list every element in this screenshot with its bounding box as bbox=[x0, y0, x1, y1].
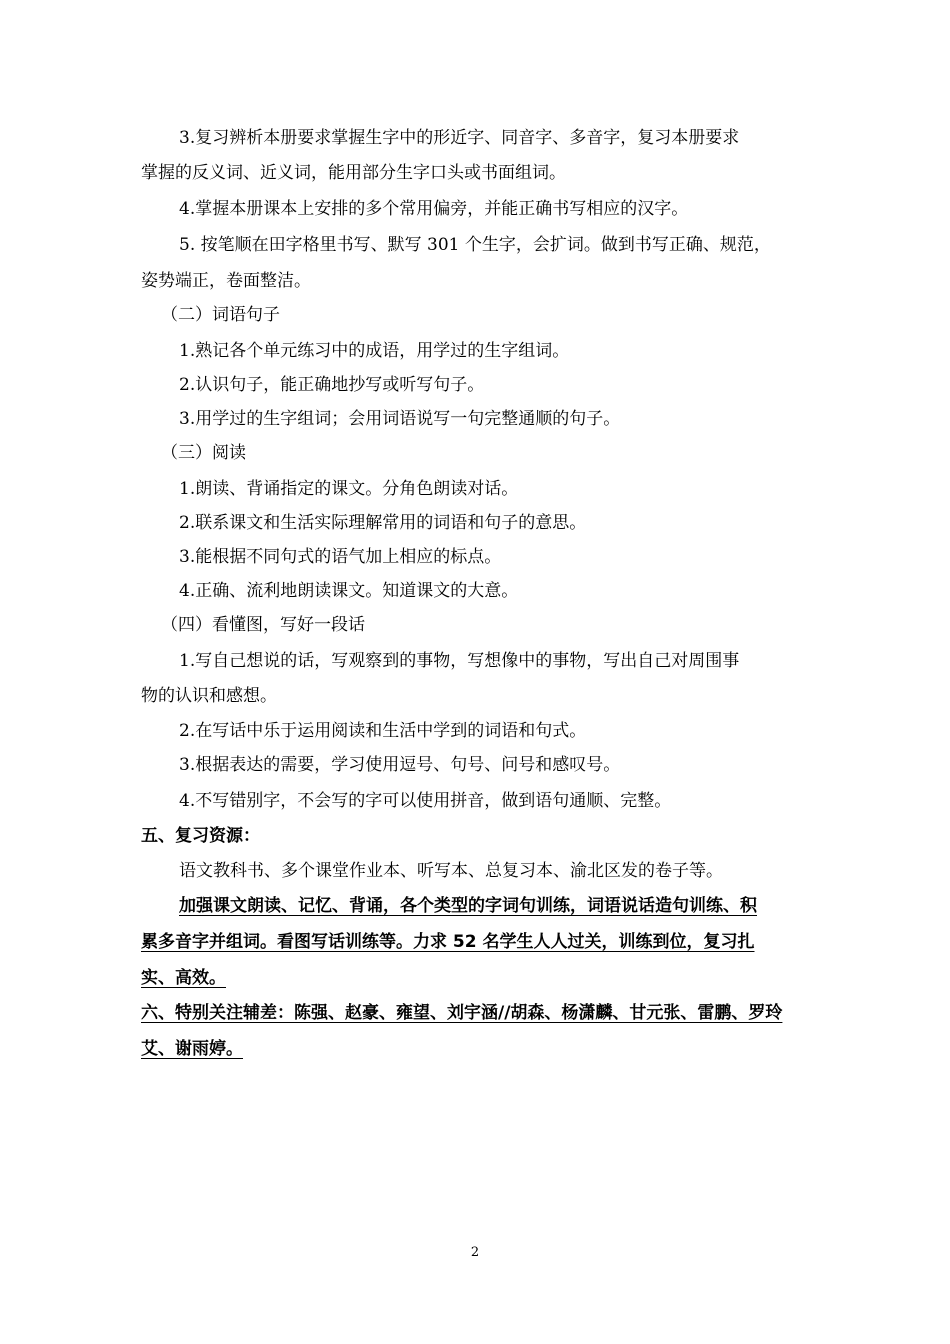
text-line: 1.写自己想说的话，写观察到的事物，写想像中的事物，写出自己对周围事 bbox=[179, 651, 740, 671]
text-line: 掌握的反义词、近义词，能用部分生字口头或书面组词。 bbox=[141, 163, 566, 183]
text-line: 4.掌握本册课本上安排的多个常用偏旁，并能正确书写相应的汉字。 bbox=[179, 199, 689, 219]
emphasis-line: 艾、谢雨婷。 bbox=[141, 1039, 243, 1059]
text-line: 2.联系课文和生活实际理解常用的词语和句子的意思。 bbox=[179, 513, 587, 533]
emphasis-line: 加强课文朗读、记忆、背诵，各个类型的字词句训练，词语说话造句训练、积 bbox=[179, 896, 757, 916]
section-heading: 五、复习资源： bbox=[141, 826, 260, 846]
section-heading: （三）阅读 bbox=[161, 443, 246, 463]
text-line: 2.认识句子，能正确地抄写或听写句子。 bbox=[179, 375, 485, 395]
text-line: 3.复习辨析本册要求掌握生字中的形近字、同音字、多音字，复习本册要求 bbox=[179, 128, 740, 148]
text-line: 语文教科书、多个课堂作业本、听写本、总复习本、渝北区发的卷子等。 bbox=[179, 861, 723, 881]
emphasis-line: 实、高效。 bbox=[141, 968, 226, 988]
emphasis-line: 六、特别关注辅差：陈强、赵豪、雍望、刘宇涵//胡森、杨潇麟、甘元张、雷鹏、罗玲 bbox=[141, 1003, 783, 1023]
text-line: 5. 按笔顺在田字格里书写、默写 301 个生字，会扩词。做到书写正确、规范， bbox=[179, 235, 771, 255]
text-line: 2.在写话中乐于运用阅读和生活中学到的词语和句式。 bbox=[179, 721, 587, 741]
text-line: 1.朗读、背诵指定的课文。分角色朗读对话。 bbox=[179, 479, 519, 499]
text-line: 3.用学过的生字组词；会用词语说写一句完整通顺的句子。 bbox=[179, 409, 621, 429]
section-heading: （四）看懂图，写好一段话 bbox=[161, 615, 365, 635]
text-line: 姿势端正，卷面整洁。 bbox=[141, 271, 311, 291]
page-number: 2 bbox=[470, 1245, 480, 1260]
text-line: 3.根据表达的需要，学习使用逗号、句号、问号和感叹号。 bbox=[179, 755, 621, 775]
text-line: 4.正确、流利地朗读课文。知道课文的大意。 bbox=[179, 581, 519, 601]
text-line: 3.能根据不同句式的语气加上相应的标点。 bbox=[179, 547, 502, 567]
text-line: 4.不写错别字，不会写的字可以使用拼音，做到语句通顺、完整。 bbox=[179, 791, 672, 811]
text-line: 物的认识和感想。 bbox=[141, 686, 277, 706]
emphasis-line: 累多音字并组词。看图写话训练等。力求 52 名学生人人过关，训练到位，复习扎 bbox=[141, 932, 755, 952]
section-heading: （二）词语句子 bbox=[161, 305, 280, 325]
text-line: 1.熟记各个单元练习中的成语，用学过的生字组词。 bbox=[179, 341, 570, 361]
